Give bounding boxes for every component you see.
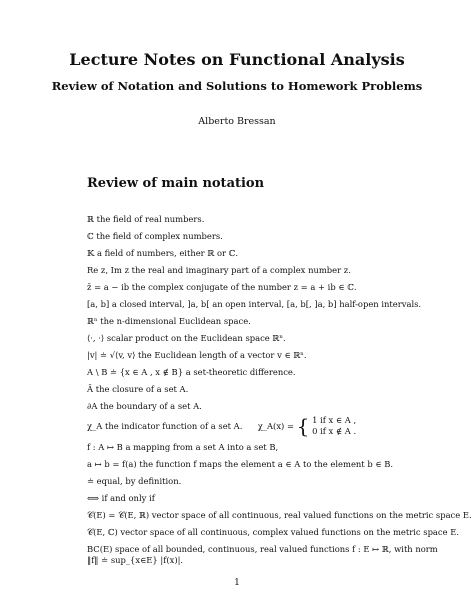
bc-definition-line-1: BC(E) space of all bounded, continuous, real valued functions f : E ↦ ℝ, with norm: [87, 544, 438, 554]
notation-line: |v| ≐ √⟨v, v⟩ the Euclidean length of a vector v ∈ ℝⁿ.: [87, 350, 307, 360]
notation-line: [a, b] a closed interval, ]a, b[ an open interval, [a, b[, ]a, b] half-open intervals.: [87, 299, 422, 309]
notation-line: ℝⁿ the n-dimensional Euclidean space.: [87, 316, 251, 326]
indicator-case-2: 0 if x ∉ A .: [312, 426, 357, 436]
notation-line: 𝒞(E) = 𝒞(E, ℝ) vector space of all continuous, real valued functions on the metric space E.: [87, 510, 472, 520]
notation-line: f : A ↦ B a mapping from a set A into a set B,: [87, 442, 279, 452]
indicator-line: [87, 414, 437, 438]
notation-line: ℝ the field of real numbers.: [87, 214, 205, 224]
notation-line: ∂A the boundary of a set A.: [87, 401, 202, 411]
notation-line: z̄ = a − ib the complex conjugate of the number z = a + ib ∈ ℂ.: [87, 282, 357, 292]
document-subtitle: Review of Notation and Solutions to Homework Problems: [51, 79, 423, 93]
notation-line: a ↦ b = f(a) the function f maps the element a ∈ A to the element b ∈ B.: [87, 459, 394, 469]
notation-line: Re z, Im z the real and imaginary part of a complex number z.: [87, 265, 351, 275]
notation-line: ≐ equal, by definition.: [87, 476, 182, 486]
document-title: Lecture Notes on Functional Analysis: [69, 50, 405, 69]
notation-line: A \ B ≐ {x ∈ A , x ∉ B} a set-theoretic difference.: [87, 367, 296, 377]
indicator-description: χ_A the indicator function of a set A.: [87, 421, 243, 431]
notation-line: ⟺ if and only if: [87, 493, 155, 503]
indicator-case-1: 1 if x ∈ A ,: [312, 415, 357, 425]
author-name: Alberto Bressan: [198, 116, 276, 127]
indicator-cases: [312, 415, 356, 437]
notation-line: ℂ the field of complex numbers.: [87, 231, 223, 241]
bc-definition-line-2: ‖f‖ ≐ sup_{x∈E} |f(x)|.: [87, 555, 184, 565]
notation-line: Ā the closure of a set A.: [87, 384, 189, 394]
page-number: 1: [234, 578, 240, 588]
notation-line: 𝒞(E, ℂ) vector space of all continuous, complex valued functions on the metric space E.: [87, 527, 460, 537]
section-heading: Review of main notation: [87, 176, 265, 191]
brace-symbol: {: [296, 414, 310, 438]
notation-line: 𝕂 a field of numbers, either ℝ or ℂ.: [87, 248, 238, 258]
notation-line: ⟨·, ·⟩ scalar product on the Euclidean space ℝⁿ.: [87, 333, 286, 343]
indicator-lhs: χ_A(x) =: [257, 420, 294, 431]
